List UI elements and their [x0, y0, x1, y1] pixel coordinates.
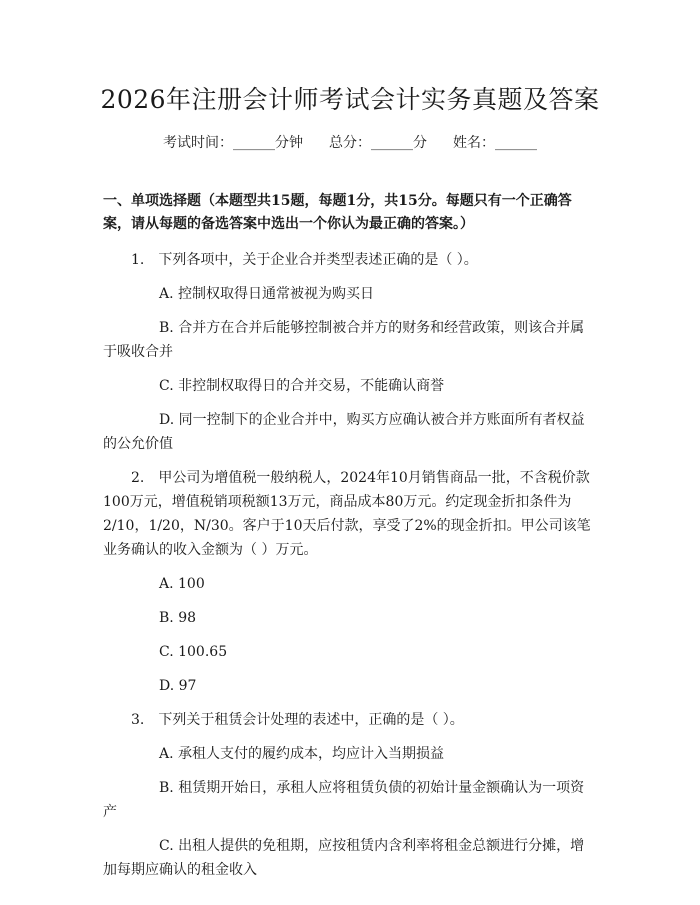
question-stem: 1. 下列各项中，关于企业合并类型表述正确的是（ ）。	[131, 252, 478, 268]
exam-body	[103, 190, 595, 892]
option-a: A. 100	[159, 576, 205, 592]
exam-time-field: 考试时间：______分钟	[163, 135, 303, 151]
option-c: C. 非控制权取得日的合并交易，不能确认商誉	[159, 378, 445, 394]
option-b: B. 租赁期开始日，承租人应将租赁负债的初始计量金额确认为一项资产	[103, 780, 585, 820]
option-b: B. 合并方在合并后能够控制被合并方的财务和经营政策，则该合并属于吸收合并	[103, 320, 585, 360]
question-stem: 2. 甲公司为增值税一般纳税人，2024年10月销售商品一批，不含税价款100万元，增值税销项税额13万元，商品成本80万元。约定现金折扣条件为2/10，1/20，N/30。客户于10天后付款，享受了2%的现金折扣。甲公司该笔业务确认的收入金额为（ ）万元。	[103, 470, 591, 558]
page-title: 2026年注册会计师考试会计实务真题及答案	[100, 85, 600, 114]
question-2	[103, 466, 595, 698]
option-a: A. 承租人支付的履约成本，均应计入当期损益	[159, 746, 445, 762]
option-d: D. 97	[159, 678, 197, 694]
question-3	[103, 708, 595, 882]
option-a: A. 控制权取得日通常被视为购买日	[159, 286, 375, 302]
option-c: C. 出租人提供的免租期，应按租赁内含利率将租金总额进行分摊，增加每期应确认的租金收入	[103, 838, 585, 878]
section-heading: 一、单项选择题（本题型共15题，每题1分，共15分。每题只有一个正确答案，请从每题的备选答案中选出一个你认为最正确的答案。）	[103, 193, 572, 232]
name-field: 姓名：______	[453, 135, 537, 151]
option-d: D. 同一控制下的企业合并中，购买方应确认被合并方账面所有者权益的公允价值	[103, 412, 585, 452]
question-1	[103, 248, 595, 456]
total-score-field: 总分：______分	[329, 135, 427, 151]
option-b: B. 98	[159, 610, 197, 626]
exam-meta	[0, 132, 700, 152]
option-c: C. 100.65	[159, 644, 228, 660]
question-stem: 3. 下列关于租赁会计处理的表述中，正确的是（ ）。	[131, 712, 464, 728]
